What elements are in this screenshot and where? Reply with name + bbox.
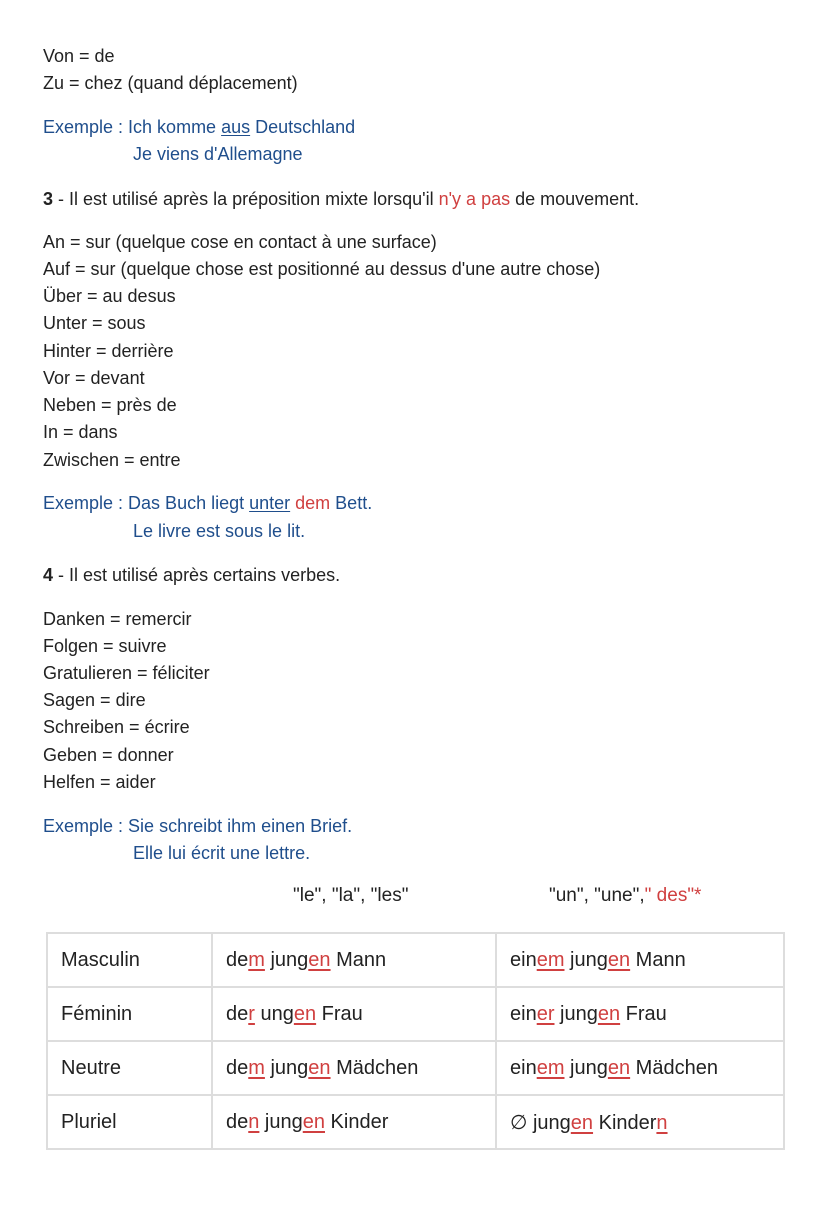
- ending-highlight: n: [248, 1110, 260, 1133]
- word-part: jung: [554, 1002, 598, 1025]
- preposition-item: An = sur (quelque cose en contact à une surface): [43, 232, 437, 252]
- example-label: Exemple :: [43, 117, 129, 137]
- column-header-indefinite: "un", "une"," des"*: [549, 885, 702, 906]
- rule-heading: 4 - Il est utilisé après certains verbes.: [43, 565, 341, 585]
- indefinite-form-cell: [496, 1095, 784, 1149]
- definite-form-cell: [212, 1095, 496, 1149]
- rule-number: 3: [43, 189, 54, 209]
- word-part: ein: [510, 948, 537, 971]
- example-translation: Le livre est sous le lit.: [133, 521, 306, 541]
- preposition-item: In = dans: [43, 422, 118, 442]
- definition-line: Von = de: [43, 46, 115, 66]
- ending-highlight: en: [302, 1110, 325, 1133]
- ending-highlight: m: [248, 1056, 265, 1079]
- word-part: de: [226, 1110, 249, 1133]
- table-row: [47, 1095, 784, 1149]
- preposition-item: Neben = près de: [43, 395, 177, 415]
- word-part: Mädchen: [630, 1056, 718, 1079]
- example-translation: Elle lui écrit une lettre.: [133, 843, 311, 863]
- rule-heading: 3 - Il est utilisé après la préposition mixte lorsqu'il n'y a pas de mouvement.: [43, 189, 640, 209]
- ending-highlight: en: [293, 1002, 317, 1025]
- ending-highlight: em: [536, 1056, 565, 1079]
- verb-item: Gratulieren = féliciter: [43, 663, 210, 683]
- word-part: ung: [254, 1002, 294, 1025]
- preposition-item: Über = au desus: [43, 286, 176, 306]
- table-row: [47, 987, 784, 1041]
- word-part: jung: [264, 1056, 309, 1079]
- verb-item: Sagen = dire: [43, 690, 146, 710]
- word-part: Frau: [316, 1002, 363, 1025]
- word-part: de: [226, 1002, 249, 1025]
- gender-cell: Neutre: [47, 1041, 212, 1095]
- rule-number: 4: [43, 565, 54, 585]
- word-part: jung: [264, 948, 309, 971]
- verb-item: Folgen = suivre: [43, 636, 167, 656]
- example-label: Exemple :: [43, 493, 129, 513]
- definite-form-cell: [212, 987, 496, 1041]
- word-part: de: [226, 948, 249, 971]
- gender-cell: Féminin: [47, 987, 212, 1041]
- preposition-underlined: unter: [249, 493, 291, 513]
- column-header-definite: "le", "la", "les": [293, 885, 409, 906]
- word-part: jung: [564, 1056, 608, 1079]
- dative-article: dem: [290, 493, 331, 513]
- gender-cell: Pluriel: [47, 1095, 212, 1149]
- definition-line: Zu = chez (quand déplacement): [43, 73, 298, 93]
- preposition-underlined: aus: [221, 117, 251, 137]
- preposition-item: Unter = sous: [43, 313, 146, 333]
- example-sentence: Exemple : Das Buch liegt unter dem Bett.: [43, 493, 373, 513]
- verb-item: Helfen = aider: [43, 772, 156, 792]
- word-part: Mann: [330, 948, 387, 971]
- word-part: Mann: [630, 948, 686, 971]
- word-part: Mädchen: [330, 1056, 419, 1079]
- verb-item: Danken = remercir: [43, 609, 192, 629]
- word-part: Frau: [620, 1002, 667, 1025]
- example-label: Exemple :: [43, 816, 129, 836]
- gender-cell: Masculin: [47, 933, 212, 987]
- word-part: ∅: [510, 1111, 528, 1134]
- word-part: jung: [259, 1110, 303, 1133]
- indefinite-form-cell: [496, 987, 784, 1041]
- word-part: jung: [564, 948, 608, 971]
- ending-highlight: en: [607, 1056, 631, 1079]
- ending-highlight: m: [248, 948, 265, 971]
- word-part: Kinder: [593, 1111, 657, 1134]
- ending-highlight: en: [597, 1002, 621, 1025]
- rule-highlight: n'y a pas: [438, 189, 511, 209]
- example-sentence: Exemple : Sie schreibt ihm einen Brief.: [43, 816, 353, 836]
- word-part: ein: [510, 1002, 537, 1025]
- indefinite-form-cell: [496, 933, 784, 987]
- ending-highlight: en: [607, 948, 631, 971]
- word-part: de: [226, 1056, 249, 1079]
- ending-highlight: er: [536, 1002, 555, 1025]
- word-part: Kinder: [325, 1110, 389, 1133]
- ending-highlight: en: [308, 1056, 331, 1079]
- ending-highlight: n: [656, 1111, 668, 1134]
- example-sentence: Exemple : Ich komme aus Deutschland: [43, 117, 356, 137]
- preposition-item: Hinter = derrière: [43, 341, 174, 361]
- ending-highlight: r: [248, 1002, 255, 1025]
- table-row: [47, 933, 784, 987]
- definite-form-cell: [212, 933, 496, 987]
- ending-highlight: em: [536, 948, 565, 971]
- example-translation: Je viens d'Allemagne: [133, 144, 303, 164]
- table-row: [47, 1041, 784, 1095]
- definite-form-cell: [212, 1041, 496, 1095]
- preposition-item: Zwischen = entre: [43, 450, 181, 470]
- ending-highlight: en: [570, 1111, 594, 1134]
- verb-item: Geben = donner: [43, 745, 174, 765]
- verb-item: Schreiben = écrire: [43, 717, 190, 737]
- preposition-item: Vor = devant: [43, 368, 145, 388]
- word-part: jung: [527, 1111, 571, 1134]
- preposition-item: Auf = sur (quelque chose est positionné au dessus d'une autre chose): [43, 259, 601, 279]
- declension-table: [46, 932, 785, 1150]
- column-header-plural-note: " des"*: [644, 885, 702, 906]
- word-part: ein: [510, 1056, 537, 1079]
- ending-highlight: en: [308, 948, 331, 971]
- indefinite-form-cell: [496, 1041, 784, 1095]
